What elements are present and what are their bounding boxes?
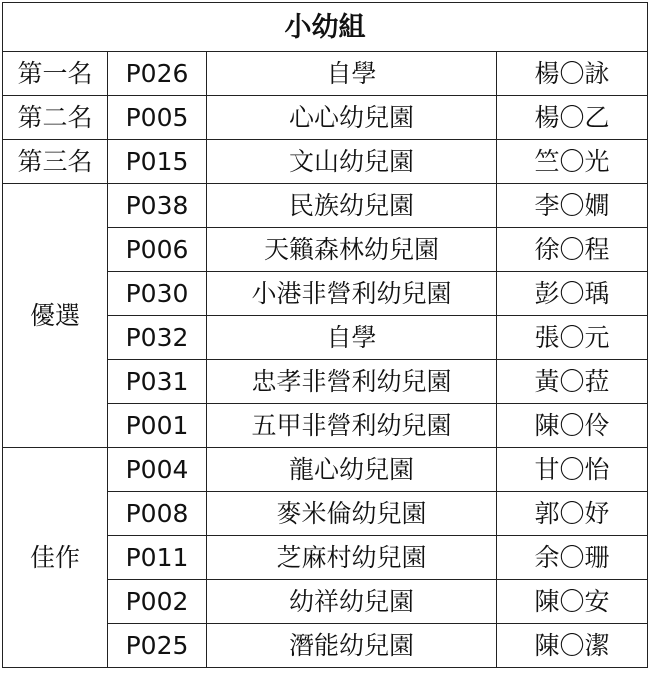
entry-id-cell: P002: [108, 580, 207, 624]
entry-id-cell: P025: [108, 624, 207, 668]
entry-id-cell: P011: [108, 536, 207, 580]
school-cell: 麥米倫幼兒園: [207, 492, 497, 536]
school-cell: 自學: [207, 52, 497, 96]
table-row: [3, 140, 648, 184]
table-row: [3, 184, 648, 228]
student-name-cell: 楊〇乙: [497, 96, 648, 140]
school-cell: 天籟森林幼兒園: [207, 228, 497, 272]
results-table: [2, 2, 648, 668]
award-cell-honorable: 佳作: [3, 448, 108, 668]
school-cell: 潛能幼兒園: [207, 624, 497, 668]
school-cell: 小港非營利幼兒園: [207, 272, 497, 316]
table-row: [3, 448, 648, 492]
entry-id-cell: P026: [108, 52, 207, 96]
entry-id-cell: P001: [108, 404, 207, 448]
school-cell: 幼祥幼兒園: [207, 580, 497, 624]
school-cell: 忠孝非營利幼兒園: [207, 360, 497, 404]
table-row: [3, 52, 648, 96]
student-name-cell: 楊〇詠: [497, 52, 648, 96]
school-cell: 民族幼兒園: [207, 184, 497, 228]
student-name-cell: 陳〇潔: [497, 624, 648, 668]
entry-id-cell: P004: [108, 448, 207, 492]
award-cell: 第三名: [3, 140, 108, 184]
table-row: [3, 96, 648, 140]
entry-id-cell: P006: [108, 228, 207, 272]
student-name-cell: 張〇元: [497, 316, 648, 360]
entry-id-cell: P038: [108, 184, 207, 228]
student-name-cell: 甘〇怡: [497, 448, 648, 492]
school-cell: 心心幼兒園: [207, 96, 497, 140]
student-name-cell: 郭〇妤: [497, 492, 648, 536]
student-name-cell: 余〇珊: [497, 536, 648, 580]
student-name-cell: 陳〇安: [497, 580, 648, 624]
table-title: 小幼組: [3, 3, 648, 52]
entry-id-cell: P008: [108, 492, 207, 536]
entry-id-cell: P032: [108, 316, 207, 360]
student-name-cell: 竺〇光: [497, 140, 648, 184]
entry-id-cell: P005: [108, 96, 207, 140]
award-cell: 第一名: [3, 52, 108, 96]
entry-id-cell: P031: [108, 360, 207, 404]
student-name-cell: 黃〇菈: [497, 360, 648, 404]
school-cell: 五甲非營利幼兒園: [207, 404, 497, 448]
student-name-cell: 陳〇伶: [497, 404, 648, 448]
school-cell: 芝麻村幼兒園: [207, 536, 497, 580]
award-cell-merit: 優選: [3, 184, 108, 448]
school-cell: 龍心幼兒園: [207, 448, 497, 492]
entry-id-cell: P015: [108, 140, 207, 184]
student-name-cell: 李〇嫺: [497, 184, 648, 228]
school-cell: 自學: [207, 316, 497, 360]
student-name-cell: 徐〇程: [497, 228, 648, 272]
school-cell: 文山幼兒園: [207, 140, 497, 184]
award-cell: 第二名: [3, 96, 108, 140]
student-name-cell: 彭〇瑀: [497, 272, 648, 316]
entry-id-cell: P030: [108, 272, 207, 316]
title-row: [3, 3, 648, 52]
